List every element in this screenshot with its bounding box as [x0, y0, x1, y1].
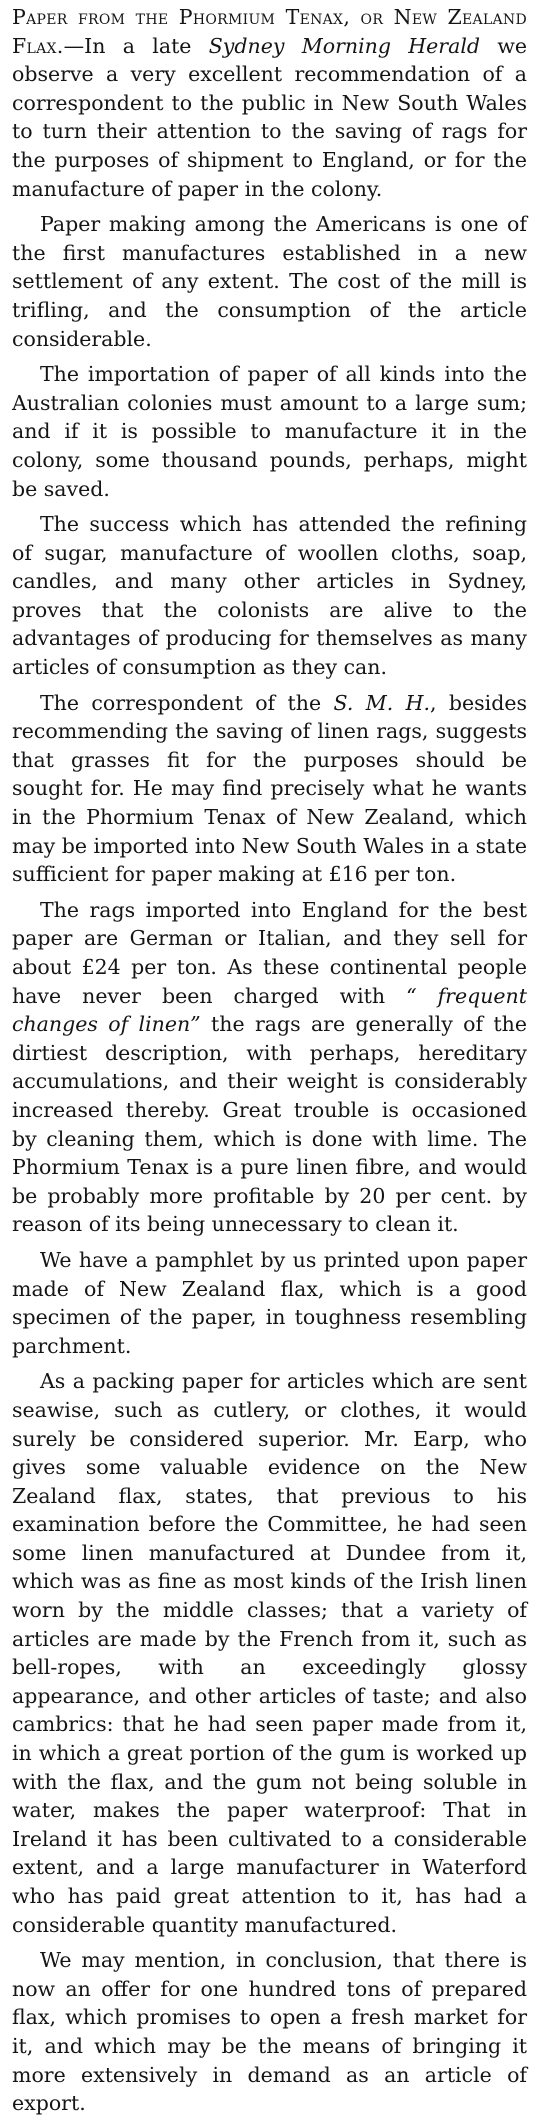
paragraph-conclusion: We may mention, in conclusion, that there is now an offer for one hundred tons of prepared flax, which promises to open a fresh market for it, and which may be the means of bringing it more extensively in demand as an article of export. — [12, 1948, 527, 2116]
lead-text-before: In a late — [84, 33, 209, 58]
paragraph-success: The success which has attended the refining of sugar, manufacture of woollen cloths, soap, candles, and many other articles in Sydney, proves that the colonists are alive to the advantages of producing for themselves as many articles of consumption as they can. — [12, 512, 527, 680]
source-newspaper: Sydney Morning Herald — [208, 33, 480, 58]
paragraph-rags — [12, 896, 527, 1239]
article — [12, 3, 527, 2118]
newspaper-abbreviation: S. M. H. — [333, 690, 430, 715]
correspondent-text-before: The correspondent of the — [40, 690, 334, 715]
lead-text-after: we observe a very excellent recommendation of a correspondent to the public in New South Wales to turn their attention to the saving of rags for the purposes of shipment to England, or for the manufacture of paper in the colony. — [12, 33, 527, 201]
lead-paragraph — [12, 3, 527, 203]
heading-dash: — — [63, 33, 85, 58]
paragraph-americans: Paper making among the Americans is one of the first manufactures established in a new settlement of any extent. The cost of the mill is trifling, and the consumption of the article considerable. — [12, 212, 527, 351]
correspondent-text-after: , besides recommending the saving of linen rags, suggests that grasses fit for the purposes should be sought for. He may find precisely what he wants in the Phormium Tenax of New Zealand, which may be imported into New South Wales in a state sufficient for paper making at £16 per ton. — [12, 690, 528, 887]
paragraph-packing-paper: As a packing paper for articles which are sent seawise, such as cutlery, or clothes, it would surely be considered superior. Mr. Earp, who gives some valuable evidence on the New Zealand flax, states, that previous to his examination before the Committee, he had seen some linen manufactured at Dundee from it, which was as fine as most kinds of the Irish linen worn by the middle classes; that a variety of articles are made by the French from it, such as bell-ropes, with an exceedingly glossy appearance, and other articles of taste; and also cambrics: that he had seen paper made from it, in which a great portion of the gum is worked up with the flax, and the gum not being soluble in water, makes the paper waterproof: That in Ireland it has been cultivated to a considerable extent, and a large manufacturer in Waterford who has paid great attention to it, has had a considerable quantity manufactured. — [12, 1369, 527, 1937]
paragraph-correspondent — [12, 689, 527, 889]
rags-text-before: The rags imported into England for the best paper are German or Italian, and they sell for about £24 per ton. As these continental people have never been charged with — [12, 897, 527, 1008]
article-heading: Paper from the Phormium Tenax, or New Zealand Flax. — [12, 5, 527, 58]
linen-quote: “ frequent changes of linen” — [12, 983, 527, 1037]
paragraph-pamphlet: We have a pamphlet by us printed upon paper made of New Zealand flax, which is a good specimen of the paper, in toughness resembling parchment. — [12, 1247, 527, 1358]
paragraph-importation: The importation of paper of all kinds into the Australian colonies must amount to a large sum; and if it is possible to manufacture it in the colony, some thousand pounds, perhaps, might be saved. — [12, 362, 527, 501]
rags-text-after: the rags are generally of the dirtiest description, with perhaps, hereditary accumulations, and their weight is considerably increased thereby. Great trouble is occasioned by cleaning them, which is done with lime. The Phormium Tenax is a pure linen fibre, and would be probably more profitable by 20 per cent. by reason of its being unnecessary to clean it. — [12, 1012, 527, 1237]
